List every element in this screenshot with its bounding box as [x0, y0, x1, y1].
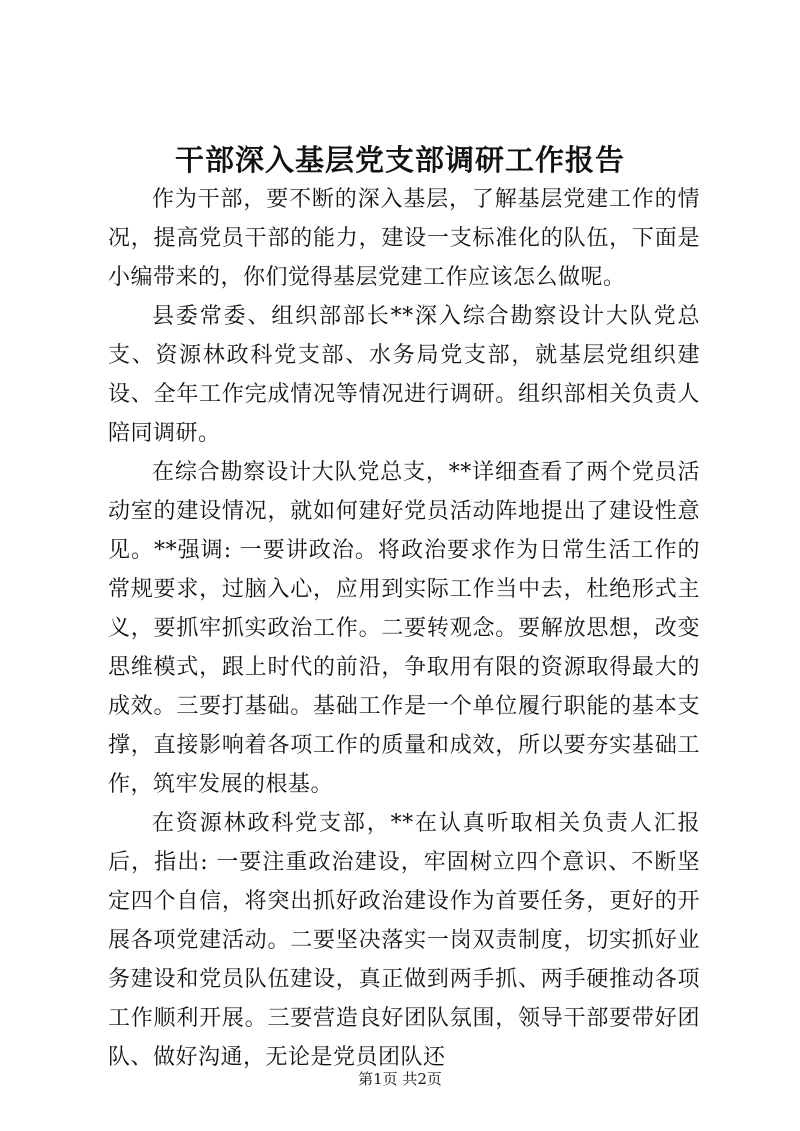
- paragraph-intro: 作为干部，要不断的深入基层，了解基层党建工作的情况，提高党员干部的能力，建设一支标准化的队伍，下面是小编带来的，你们觉得基层党建工作应该怎么做呢。: [108, 187, 700, 290]
- paragraph-survey-team: 在综合勘察设计大队党总支，**详细查看了两个党员活动室的建设情况，就如何建好党员活动阵地提出了建设性意见。**强调: 一要讲政治。将政治要求作为日常生活工作的常规要求，过脑入心，应用到实际工作当中去，杜绝形式主义，要抓牢抓实政治工作。二要转观念。要解放思想，改变思维模式，跟上时代的前沿，争取用有限的资源取得最大的成效。三要打基础。基础工作是一个单位履行职能的基本支撑，直接影响着各项工作的质量和成效，所以要夯实基础工作，筑牢发展的根基。: [108, 460, 700, 797]
- document-body: [108, 180, 700, 1077]
- page-number-footer: 第1页 共2页: [358, 1070, 442, 1088]
- document-title: 干部深入基层党支部调研工作报告: [174, 143, 625, 177]
- paragraph-overview: 县委常委、组织部部长**深入综合勘察设计大队党总支、资源林政科党支部、水务局党支部，就基层党组织建设、全年工作完成情况等情况进行调研。组织部相关负责人陪同调研。: [108, 304, 700, 446]
- paragraph-forestry-branch: 在资源林政科党支部，**在认真听取相关负责人汇报后，指出: 一要注重政治建设，牢固树立四个意识、不断坚定四个自信，将突出抓好政治建设作为首要任务，更好的开展各项党建活动。二要坚决落实一岗双责制度，切实抓好业务建设和党员队伍建设，真正做到两手抓、两手硬推动各项工作顺利开展。三要营造良好团队氛围，领导干部要带好团队、做好沟通，无论是党员团队还: [108, 811, 700, 1070]
